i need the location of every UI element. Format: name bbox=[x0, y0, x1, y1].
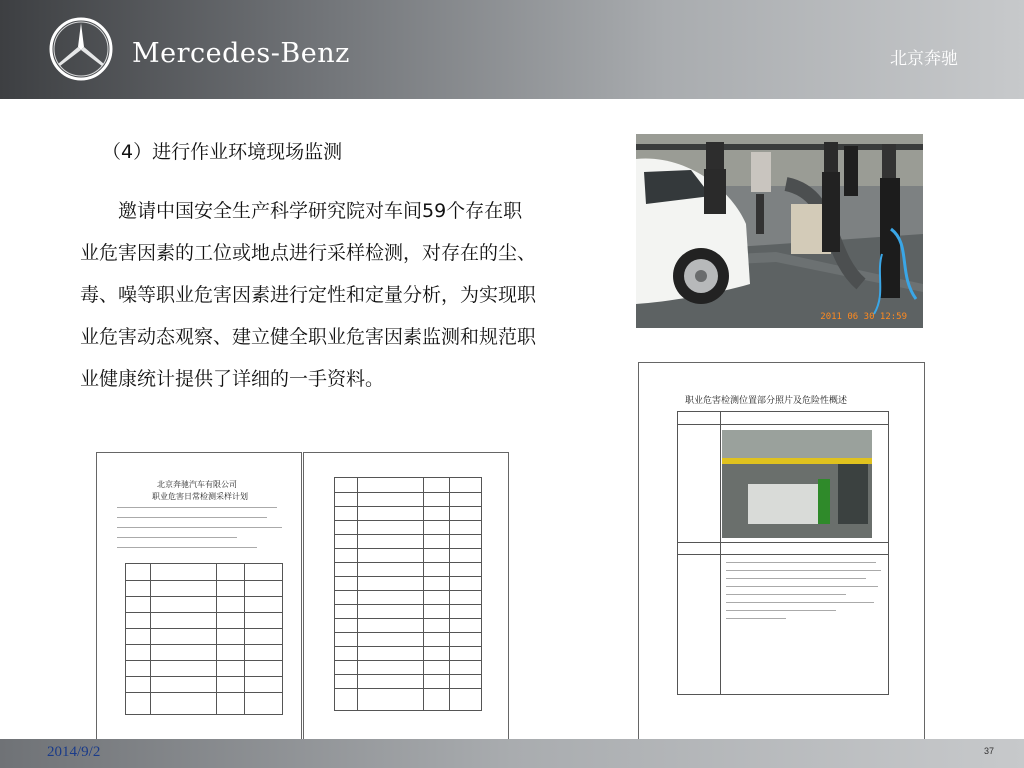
photo-timestamp: 2011 06 30 12:59 bbox=[820, 312, 907, 322]
report-inspection-photo bbox=[678, 424, 888, 542]
report-title: 职业危害检测位置部分照片及危险性概述 bbox=[685, 396, 848, 406]
plan-title: 职业危害日常检测采样计划 bbox=[152, 492, 248, 501]
workshop-photo bbox=[636, 134, 923, 328]
plan-company-name: 北京奔驰汽车有限公司 bbox=[157, 480, 237, 489]
header-bar bbox=[0, 0, 1024, 99]
report-table bbox=[677, 411, 889, 695]
hazard-report-page bbox=[638, 362, 925, 740]
footer-bar bbox=[0, 739, 1024, 768]
plan-table-continued bbox=[334, 477, 482, 711]
page-number: 37 bbox=[983, 746, 994, 756]
workshop-photo-image bbox=[636, 134, 923, 328]
region-label: 北京奔驰 bbox=[890, 49, 958, 69]
section-paragraph: 邀请中国安全生产科学研究院对车间59个存在职业危害因素的工位或地点进行采样检测，对存在的尘、毒、噪等职业危害因素进行定性和定量分析，为实现职业危害动态观察、建立健全职业危害因素监测和规范职业健康统计提供了详细的一手资料。 bbox=[80, 200, 537, 390]
sampling-plan-page-2 bbox=[303, 452, 509, 740]
mercedes-star-icon bbox=[48, 16, 114, 82]
brand-name: Mercedes-Benz bbox=[132, 38, 350, 69]
section-subtitle: （4）进行作业环境现场监测 bbox=[102, 141, 343, 163]
footer-date: 2014/9/2 bbox=[47, 744, 101, 760]
sampling-plan-page-1 bbox=[96, 452, 302, 740]
plan-table bbox=[125, 563, 283, 715]
